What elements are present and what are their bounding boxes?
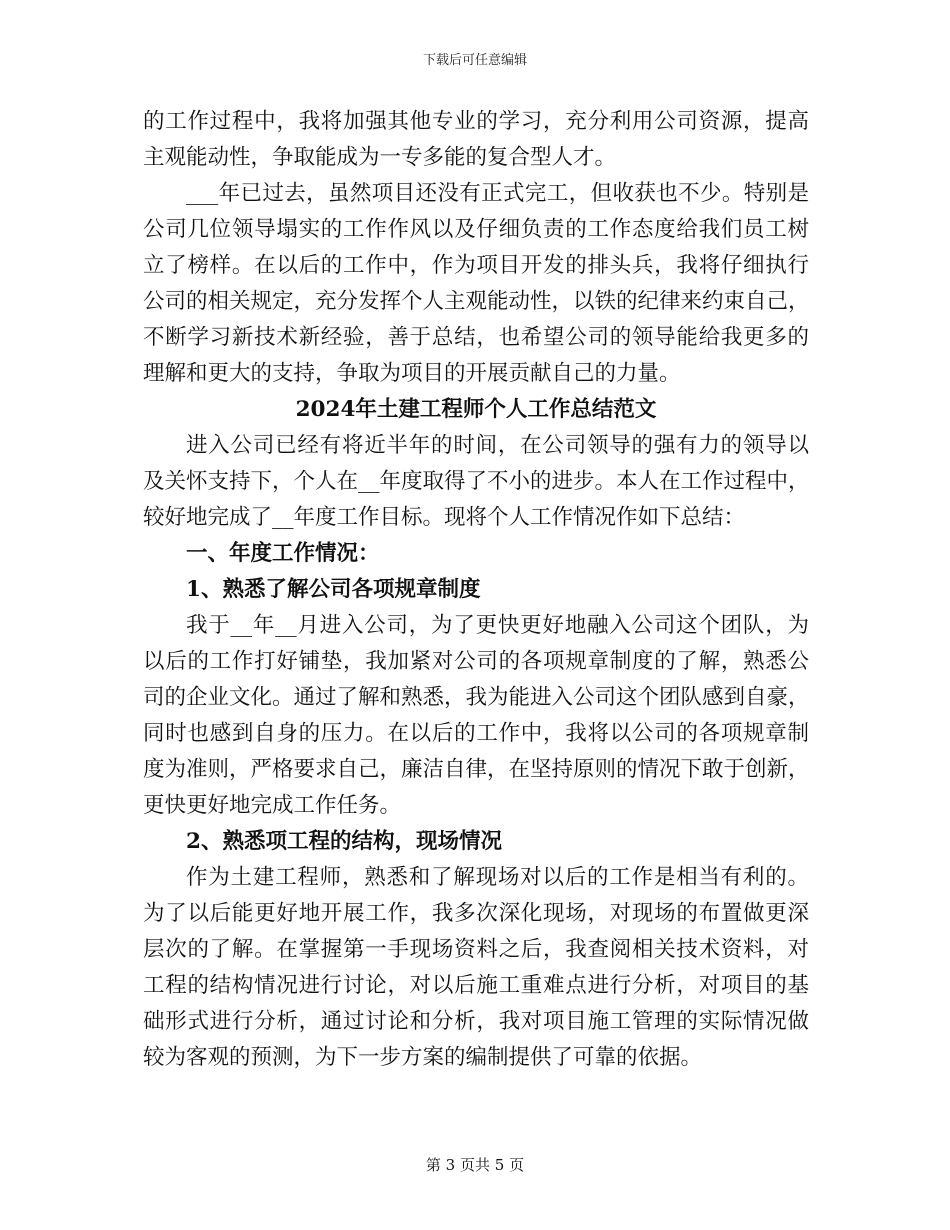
- text-line: 础形式进行分析，通过讨论和分析，我对项目施工管理的实际情况做: [143, 1009, 809, 1034]
- text-line: 作为土建工程师，熟悉和了解现场对以后的工作是相当有利的。: [186, 865, 809, 890]
- document-body: [143, 104, 809, 1076]
- text-line: 更快更好地完成工作任务。: [143, 793, 402, 818]
- text-line: ___年已过去，虽然项目还没有正式完工，但收获也不少。特别是: [186, 181, 809, 206]
- subsection-heading: 1、熟悉了解公司各项规章制度: [186, 577, 481, 602]
- text-line: 的工作过程中，我将加强其他专业的学习，充分利用公司资源，提高: [143, 109, 809, 134]
- text-line: 进入公司已经有将近半年的时间，在公司领导的强有力的领导以: [186, 433, 809, 458]
- text-line: 公司的相关规定，充分发挥个人主观能动性，以铁的纪律来约束自己，: [143, 289, 810, 314]
- text-line: 司的企业文化。通过了解和熟悉，我为能进入公司这个团队感到自豪，: [143, 685, 810, 710]
- text-line: 层次的了解。在掌握第一手现场资料之后，我查阅相关技术资料，对: [143, 937, 809, 962]
- text-line: 立了榜样。在以后的工作中，作为项目开发的排头兵，我将仔细执行: [143, 253, 809, 278]
- text-line: 以后的工作打好铺垫，我加紧对公司的各项规章制度的了解，熟悉公: [143, 649, 809, 674]
- text-line: 我于__年__月进入公司，为了更快更好地融入公司这个团队，为: [186, 613, 809, 638]
- text-line: 公司几位领导塌实的工作作风以及仔细负责的工作态度给我们员工树: [143, 217, 809, 242]
- text-line: 较为客观的预测，为下一步方案的编制提供了可靠的依据。: [143, 1045, 703, 1070]
- page-number: 第 3 页共 5 页: [425, 1156, 525, 1174]
- text-line: 不断学习新技术新经验，善于总结，也希望公司的领导能给我更多的: [143, 325, 809, 350]
- text-line: 主观能动性，争取能成为一专多能的复合型人才。: [143, 145, 617, 170]
- section-heading: 一、年度工作情况：: [186, 541, 380, 566]
- section-title: 2024年土建工程师个人工作总结范文: [295, 397, 657, 422]
- text-line: 同时也感到自身的压力。在以后的工作中，我将以公司的各项规章制: [143, 721, 809, 746]
- text-line: 理解和更大的支持，争取为项目的开展贡献自己的力量。: [143, 361, 681, 386]
- text-line: 工程的结构情况进行讨论，对以后施工重难点进行分析，对项目的基: [143, 973, 809, 998]
- text-line: 度为准则，严格要求自己，廉洁自律，在坚持原则的情况下敢于创新，: [143, 757, 810, 782]
- page-header-note: 下载后可任意编辑: [422, 53, 527, 68]
- text-line: 为了以后能更好地开展工作，我多次深化现场，对现场的布置做更深: [143, 901, 809, 926]
- subsection-heading: 2、熟悉项工程的结构，现场情况: [186, 829, 502, 854]
- text-line: 较好地完成了__年度工作目标。现将个人工作情况作如下总结：: [143, 505, 746, 530]
- text-line: 及关怀支持下，个人在__年度取得了不小的进步。本人在工作过程中，: [143, 469, 810, 494]
